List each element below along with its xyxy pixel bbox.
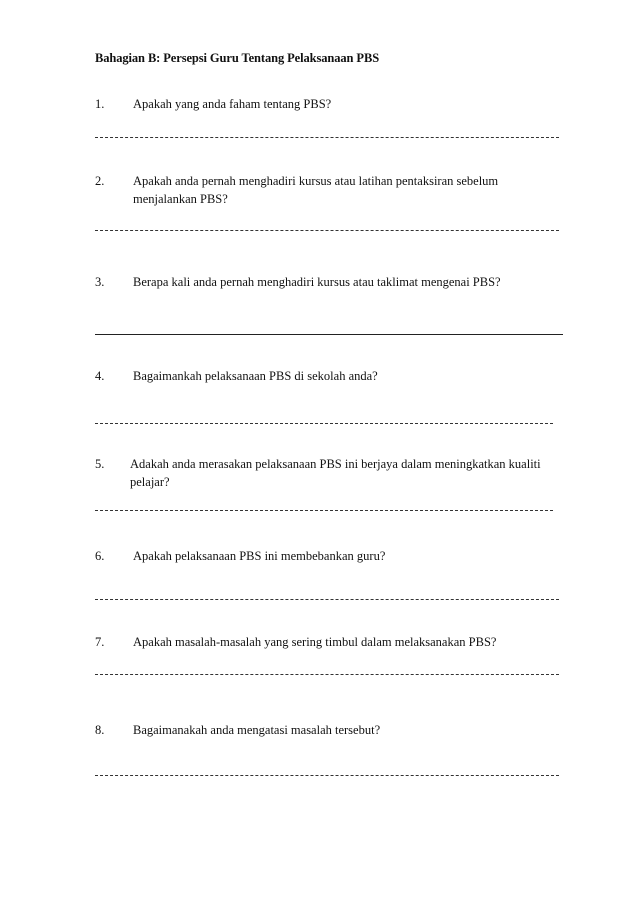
question-number: 8. <box>95 723 105 737</box>
question-text: Apakah pelaksanaan PBS ini membebankan guru? <box>133 549 386 563</box>
answer-line-7[interactable] <box>95 674 559 675</box>
answer-line-2[interactable] <box>95 230 559 231</box>
answer-line-5[interactable] <box>95 510 553 511</box>
question-number: 7. <box>95 635 105 649</box>
answer-line-1[interactable] <box>95 137 559 138</box>
answer-line-6[interactable] <box>95 599 559 600</box>
answer-line-4[interactable] <box>95 423 553 424</box>
question-number: 5. <box>95 457 105 471</box>
question-number: 6. <box>95 549 105 563</box>
question-number: 1. <box>95 97 105 111</box>
answer-line-3[interactable] <box>95 334 563 335</box>
question-text: Berapa kali anda pernah menghadiri kursus atau taklimat mengenai PBS? <box>133 275 501 289</box>
question-text: Apakah yang anda faham tentang PBS? <box>133 97 332 111</box>
question-text: Adakah anda merasakan pelaksanaan PBS ini berjaya dalam meningkatkan kualiti pelajar? <box>130 457 541 489</box>
question-text: Bagaimanakah anda mengatasi masalah tersebut? <box>133 723 381 737</box>
question-text: Apakah anda pernah menghadiri kursus atau latihan pentaksiran sebelum menjalankan PBS? <box>133 174 499 206</box>
question-number: 3. <box>95 275 105 289</box>
question-number: 2. <box>95 174 105 188</box>
question-text: Bagaimankah pelaksanaan PBS di sekolah anda? <box>133 369 378 383</box>
section-title: Bahagian B: Persepsi Guru Tentang Pelaksanaan PBS <box>95 51 380 65</box>
question-text: Apakah masalah-masalah yang sering timbul dalam melaksanakan PBS? <box>133 635 497 649</box>
question-number: 4. <box>95 369 105 383</box>
answer-line-8[interactable] <box>95 775 559 776</box>
